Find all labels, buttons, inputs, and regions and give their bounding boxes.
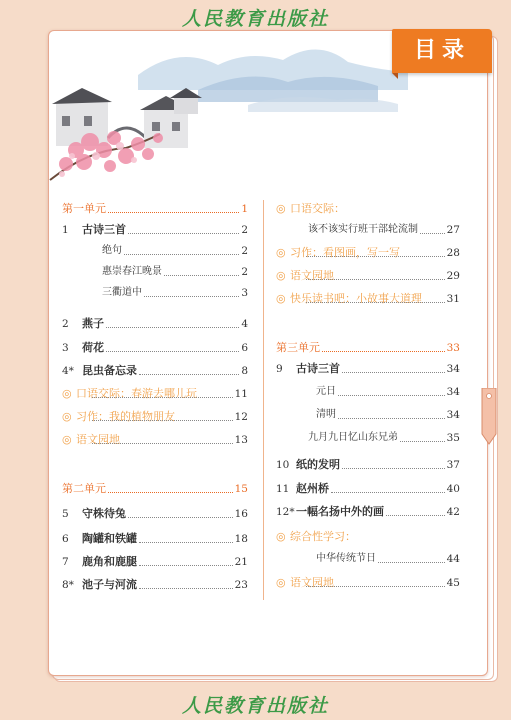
column-divider (263, 200, 264, 600)
toc-entry[interactable] (62, 385, 248, 403)
page-number: 33 (446, 342, 460, 354)
toc-entry[interactable] (276, 383, 460, 401)
toc-entry[interactable] (276, 244, 460, 262)
dot-leader (124, 254, 239, 255)
page-number: 6 (241, 342, 248, 354)
publisher-logo-bottom: 人民教育出版社 (181, 695, 329, 717)
entry-title: 鹿角和鹿腿 (82, 555, 137, 568)
toc-entry[interactable] (276, 200, 460, 218)
entry-title: 快乐读书吧：小故事大道理 (290, 292, 422, 305)
page-number: 42 (446, 506, 460, 518)
toc-entry[interactable] (62, 200, 248, 218)
page-number: 2 (241, 245, 248, 257)
page-number: 12 (234, 411, 248, 423)
bullet-icon: ◎ (276, 202, 286, 215)
toc-entry[interactable] (62, 480, 248, 498)
entry-title: 中华传统节日 (316, 553, 376, 564)
toc-entry[interactable] (62, 315, 248, 333)
lesson-number: 6 (62, 533, 69, 545)
toc-entry[interactable] (62, 221, 248, 239)
dot-leader (342, 372, 445, 373)
toc-entry[interactable] (62, 362, 248, 380)
dot-leader (322, 351, 445, 352)
lesson-number: 3 (62, 342, 69, 354)
entry-title: 一幅名扬中外的画 (296, 505, 384, 518)
lesson-number: 7 (62, 556, 69, 568)
page-number: 15 (234, 483, 248, 495)
toc-entry[interactable] (62, 530, 248, 548)
lesson-number: 11 (276, 483, 290, 495)
toc-entry[interactable] (62, 553, 248, 571)
toc-entry[interactable] (276, 550, 460, 568)
entry-title: 三衢道中 (102, 287, 142, 298)
toc-entry[interactable] (62, 339, 248, 357)
page-number: 27 (446, 224, 460, 236)
page-number: 18 (234, 533, 248, 545)
lesson-number: 2 (62, 318, 69, 330)
entry-title: 九月九日忆山东兄弟 (308, 432, 398, 443)
toc-entry[interactable] (62, 408, 248, 426)
dot-leader (144, 296, 239, 297)
entry-title: 池子与河流 (82, 578, 137, 591)
dot-leader (92, 420, 233, 421)
dot-leader (306, 586, 445, 587)
toc-entry[interactable] (276, 339, 460, 357)
entry-title: 赵州桥 (296, 482, 329, 495)
page-number: 13 (234, 434, 248, 446)
bullet-icon: ◎ (276, 292, 286, 305)
toc-entry[interactable] (62, 263, 248, 281)
page-number: 23 (234, 579, 248, 591)
dot-leader (164, 275, 239, 276)
bullet-icon: ◎ (276, 269, 286, 282)
bullet-icon: ◎ (62, 410, 72, 423)
dot-leader (306, 279, 445, 280)
entry-title: 绝句 (102, 245, 122, 256)
dot-leader (128, 517, 233, 518)
toc-entry[interactable] (276, 456, 460, 474)
page-number: 34 (446, 409, 460, 421)
entry-title: 口语交际：春游去哪儿玩 (76, 387, 197, 400)
page-number: 16 (234, 508, 248, 520)
dot-leader (108, 492, 233, 493)
unit-title: 第二单元 (62, 482, 106, 495)
dot-leader (338, 395, 445, 396)
toc-entry[interactable] (276, 429, 460, 447)
dot-leader (338, 418, 445, 419)
page-number: 45 (446, 577, 460, 589)
lesson-number: 4* (62, 365, 74, 377)
dot-leader (306, 302, 445, 303)
contents-ribbon (392, 29, 492, 73)
entry-title: 语文园地 (76, 433, 120, 446)
page-number: 40 (446, 483, 460, 495)
entry-title: 语文园地 (290, 269, 334, 282)
entry-title: 口语交际： (290, 202, 345, 215)
toc-entry[interactable] (62, 242, 248, 260)
bookmark-tag-icon (480, 388, 498, 448)
dot-leader (420, 233, 445, 234)
lesson-number: 9 (276, 363, 283, 375)
dot-leader (106, 327, 239, 328)
toc-entry[interactable] (62, 576, 248, 594)
entry-title: 纸的发明 (296, 458, 340, 471)
entry-title: 陶罐和铁罐 (82, 532, 137, 545)
toc-entry[interactable] (276, 503, 460, 521)
entry-title: 昆虫备忘录 (82, 364, 137, 377)
entry-title: 习作：看图画，写一写 (290, 246, 400, 259)
unit-title: 第一单元 (62, 202, 106, 215)
entry-title: 古诗三首 (82, 223, 126, 236)
lesson-number: 5 (62, 508, 69, 520)
toc-entry[interactable] (276, 221, 460, 239)
lesson-number: 1 (62, 224, 69, 236)
toc-entry[interactable] (62, 431, 248, 449)
entry-title: 综合性学习： (290, 530, 356, 543)
toc-entry[interactable] (276, 267, 460, 285)
page-number: 34 (446, 386, 460, 398)
toc-entry[interactable] (276, 574, 460, 592)
unit-title: 第三单元 (276, 341, 320, 354)
publisher-logo-top: 人民教育出版社 (181, 8, 329, 30)
dot-leader (378, 562, 445, 563)
entry-title: 语文园地 (290, 576, 334, 589)
dot-leader (331, 492, 445, 493)
page-number: 37 (446, 459, 460, 471)
page-number: 8 (241, 365, 248, 377)
dot-leader (386, 515, 445, 516)
entry-title: 元日 (316, 386, 336, 397)
bullet-icon: ◎ (276, 246, 286, 259)
toc-entry[interactable] (62, 505, 248, 523)
toc-entry[interactable] (276, 290, 460, 308)
entry-title: 该不该实行班干部轮流制 (308, 224, 418, 235)
page-number: 31 (446, 293, 460, 305)
page-number: 35 (446, 432, 460, 444)
dot-leader (139, 374, 239, 375)
page-number: 2 (241, 224, 248, 236)
bullet-icon: ◎ (276, 576, 286, 589)
entry-title: 荷花 (82, 341, 104, 354)
page-number: 28 (446, 247, 460, 259)
page-number: 34 (446, 363, 460, 375)
page-number: 2 (241, 266, 248, 278)
bullet-icon: ◎ (276, 530, 286, 543)
dot-leader (128, 233, 239, 234)
lesson-number: 12* (276, 506, 295, 518)
lesson-number: 8* (62, 579, 74, 591)
toc-entry[interactable] (276, 360, 460, 378)
page-number: 21 (234, 556, 248, 568)
page-number: 1 (241, 203, 248, 215)
dot-leader (106, 351, 239, 352)
contents-title: 目录 (413, 38, 470, 63)
dot-leader (139, 565, 233, 566)
entry-title: 守株待兔 (82, 507, 126, 520)
dot-leader (342, 468, 445, 469)
entry-title: 习作：我的植物朋友 (76, 410, 175, 423)
dot-leader (306, 256, 445, 257)
dot-leader (400, 441, 445, 442)
lesson-number: 10 (276, 459, 290, 471)
entry-title: 清明 (316, 409, 336, 420)
page-number: 29 (446, 270, 460, 282)
page-number: 11 (234, 388, 248, 400)
dot-leader (92, 397, 233, 398)
page-number: 3 (241, 287, 248, 299)
page-number: 44 (446, 553, 460, 565)
toc-entry[interactable] (276, 528, 460, 546)
toc-entry[interactable] (62, 284, 248, 302)
bullet-icon: ◎ (62, 433, 72, 446)
entry-title: 古诗三首 (296, 362, 340, 375)
page-number: 4 (241, 318, 248, 330)
toc-entry[interactable] (276, 480, 460, 498)
dot-leader (108, 212, 239, 213)
entry-title: 惠崇春江晚景 (102, 266, 162, 277)
toc-entry[interactable] (276, 406, 460, 424)
bullet-icon: ◎ (62, 387, 72, 400)
dot-leader (139, 588, 233, 589)
entry-title: 燕子 (82, 317, 104, 330)
dot-leader (139, 542, 233, 543)
dot-leader (92, 443, 233, 444)
